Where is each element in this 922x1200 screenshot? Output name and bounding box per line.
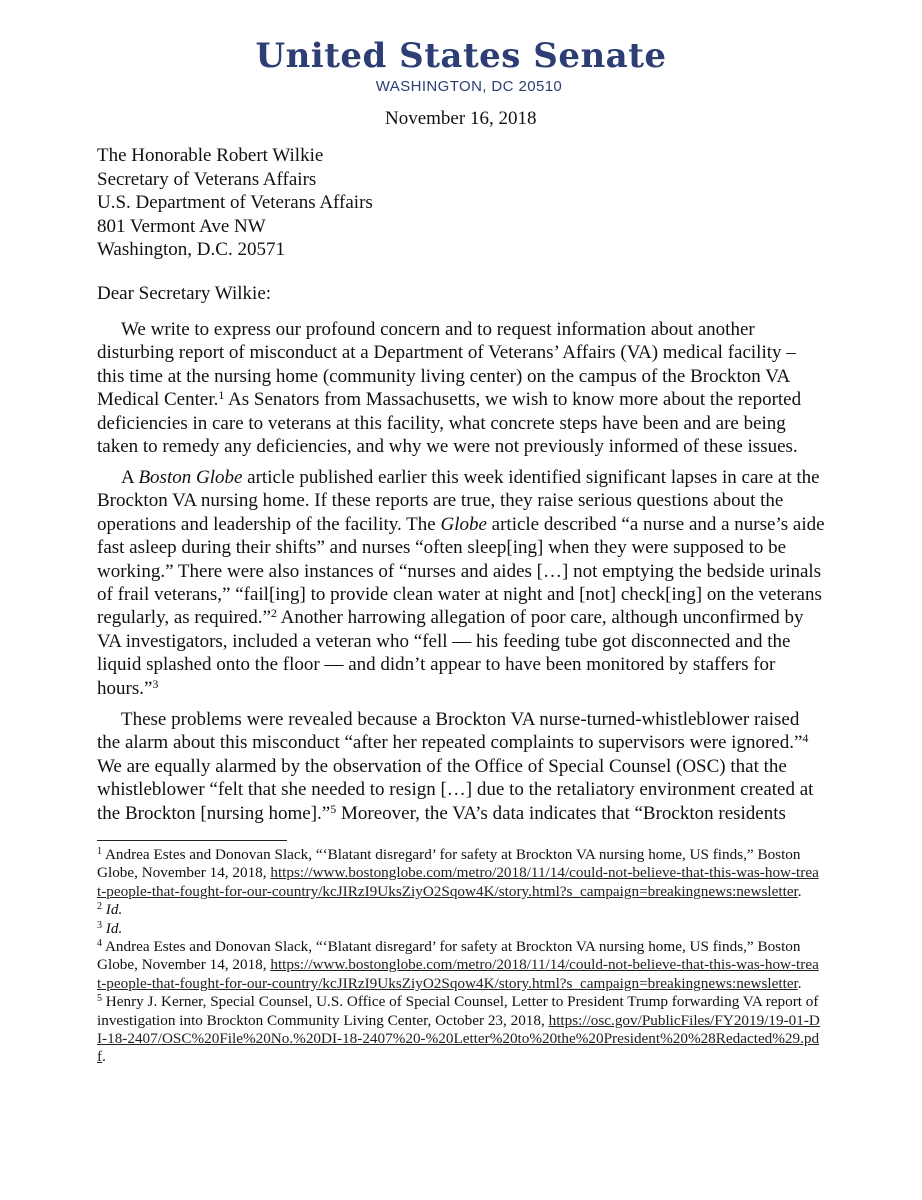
letterhead-title: United States Senate: [255, 36, 667, 76]
footnote-end: .: [102, 1048, 106, 1066]
recipient-line: Secretary of Veterans Affairs: [97, 168, 317, 190]
p1-text-b: As Senators from Massachusetts, we wish to know more about the reported deficiencies in care to veterans at this facility, what concrete steps have been and are being taken to remedy any deficiencies, and why we were not previously informed of these issues.: [97, 389, 802, 458]
p2-text-b: article published earlier this week identified significant lapses in care at the Brockton VA nursing home. If these reports are true, they raise serious questions about the operations and leadership of the facility. The: [97, 467, 820, 535]
footnote-ref-3[interactable]: 3: [152, 676, 159, 691]
letterhead-address: WASHINGTON, DC 20510: [375, 78, 563, 95]
footnote-text: Andrea Estes and Donovan Slack, “‘Blatant disregard’ for safety at Brockton VA nursing home, US finds,” Boston Globe, November 14, 2018,: [97, 938, 801, 974]
body-paragraph-3: [97, 708, 827, 825]
footnote-text: Andrea Estes and Donovan Slack, “‘Blatant disregard’ for safety at Brockton VA nursing home, US finds,” Boston Globe, November 14, 2018,: [97, 846, 801, 882]
letter-date: November 16, 2018: [385, 108, 537, 129]
p2-text-d: Another harrowing allegation of poor care, although unconfirmed by VA investigators, included a veteran who “fell — his feeding tube got disconnected and the liquid splashed onto the floor — and didn’t appear to have been monitored by staffers for hours.”: [97, 607, 804, 699]
footnote-end: .: [797, 882, 802, 900]
footnote-3: [97, 920, 822, 938]
recipient-line: 801 Vermont Ave NW: [97, 215, 266, 237]
footnote-4: [97, 938, 822, 993]
body-paragraph-1: [97, 318, 827, 458]
footnote-link[interactable]: https://www.bostonglobe.com/metro/2018/11/14/could-not-believe-that-this-was-how-treat-people-that-fought-for-our-country/kcJIRzI9UksZiyO2Sqow4K/story.html?s_campaign=breakingnews:newsletter: [97, 864, 819, 900]
footnote-link[interactable]: https://www.bostonglobe.com/metro/2018/11/14/could-not-believe-that-this-was-how-treat-people-that-fought-for-our-country/kcJIRzI9UksZiyO2Sqow4K/story.html?s_campaign=breakingnews:newsletter: [97, 956, 819, 992]
footnote-text: Id.: [102, 901, 123, 919]
footnote-number: 4: [97, 938, 102, 950]
footnote-end: .: [797, 974, 802, 992]
p2-text-a: A: [121, 467, 139, 488]
recipient-address: [97, 144, 373, 262]
footnote-1: [97, 846, 822, 901]
p3-text-c: Moreover, the VA’s data indicates that “Brockton residents: [336, 802, 786, 824]
footnote-5: [97, 993, 822, 1067]
p3-text-b: We are equally alarmed by the observation of the Office of Special Counsel (OSC) that the whistleblower “felt that she needed to resign […] due to the retaliatory environment created at the Brockton [nursing home].”: [97, 755, 814, 824]
footnote-text: Id.: [102, 919, 123, 937]
recipient-line: U.S. Department of Veterans Affairs: [97, 192, 373, 213]
footnote-ref-4[interactable]: 4: [802, 731, 809, 746]
publication-name: Boston Globe: [138, 467, 243, 488]
footnote-2: [97, 901, 822, 919]
footnote-text: Henry J. Kerner, Special Counsel, U.S. Office of Special Counsel, Letter to President Trump forwarding VA report of investigation into Brockton Community Living Center, October 23, 2018,: [97, 993, 819, 1029]
footnote-link[interactable]: https://osc.gov/PublicFiles/FY2019/19-01-DI-18-2407/OSC%20File%20No.%20DI-18-2407%20-%20Letter%20to%20the%20President%20%28Redacted%29.pdf: [97, 1011, 820, 1066]
footnote-number: 1: [97, 846, 102, 857]
footnote-number: 5: [97, 993, 102, 1005]
recipient-line: The Honorable Robert Wilkie: [97, 145, 324, 166]
p3-text-a: These problems were revealed because a Brockton VA nurse-turned-whistleblower raised the alarm about this misconduct “after her repeated complaints to supervisors were ignored.”: [97, 709, 803, 754]
footnote-divider: [97, 840, 287, 841]
p1-text-a: We write to express our profound concern and to request information about another disturbing report of misconduct at a Department of Veterans’ Affairs (VA) medical facility – this time at the nursing home (community living center) on the campus of the Brockton VA Medical Center.: [97, 319, 796, 411]
footnotes: [97, 846, 822, 1067]
p2-text-c: article described “a nurse and a nurse’s aide fast asleep during their shifts” and nurses “often sleep[ing] when they were supposed to be working.” There were also instances of “nurses and aides […] not emptying the bedside urinals of frail veterans,” “fail[ing] to provide clean water at night and [not] check[ing] on the veterans regularly, as required.”: [97, 513, 825, 629]
salutation: Dear Secretary Wilkie:: [97, 283, 272, 304]
footnote-ref-5[interactable]: 5: [330, 801, 337, 816]
body-paragraph-2: [97, 466, 827, 700]
footnote-number: 2: [97, 901, 102, 913]
footnote-ref-1[interactable]: 1: [218, 388, 225, 403]
footnote-ref-2[interactable]: 2: [270, 606, 277, 621]
recipient-line: Washington, D.C. 20571: [97, 239, 285, 260]
publication-name: Globe: [440, 513, 487, 535]
footnote-number: 3: [97, 919, 102, 931]
